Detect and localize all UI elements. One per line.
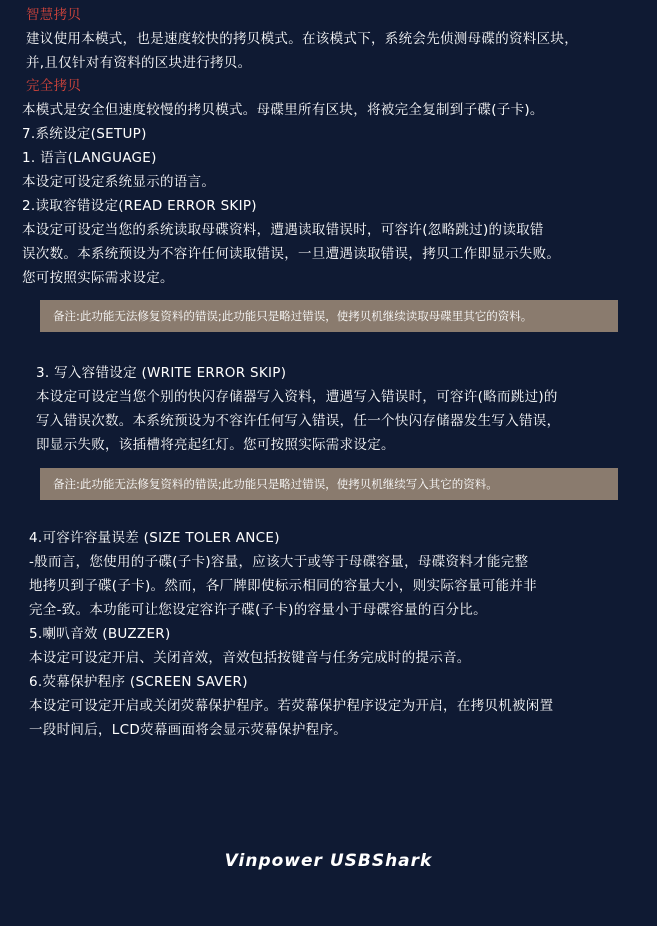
screen-saver-title: 6.荧幕保护程序 (SCREEN SAVER): [29, 674, 248, 690]
size-tolerance-line-1: -般而言，您使用的子碟(子卡)容量，应该大于或等于母碟容量，母碟资料才能完整: [29, 554, 529, 570]
brand-logo-text: Vinpower USBShark: [224, 851, 433, 871]
read-error-skip-note: 备注:此功能无法修复资料的错误;此功能只是略过错误，使拷贝机继续读取母碟里其它的资料。: [40, 300, 618, 332]
smart-copy-line-2: 并,且仅针对有资料的区块进行拷贝。: [26, 55, 252, 71]
screen-saver-line-2: 一段时间后，LCD荧幕画面将会显示荧幕保护程序。: [29, 722, 348, 738]
size-tolerance-title: 4.可容许容量误差 (SIZE TOLER ANCE): [29, 530, 280, 546]
write-error-skip-note: 备注:此功能无法修复资料的错误;此功能只是略过错误，使拷贝机继续写入其它的资料。: [40, 468, 618, 500]
language-line-1: 本设定可设定系统显示的语言。: [22, 174, 216, 190]
size-tolerance-line-2: 地拷贝到子碟(子卡)。然而，各厂牌即使标示相同的容量大小，则实际容量可能并非: [29, 578, 537, 594]
write-error-skip-line-1: 本设定可设定当您个别的快闪存储器写入资料，遭遇写入错误时，可容许(略而跳过)的: [36, 389, 558, 405]
read-error-skip-title: 2.读取容错设定(READ ERROR SKIP): [22, 198, 257, 214]
write-error-skip-line-3: 即显示失败，该插槽将亮起红灯。您可按照实际需求设定。: [36, 437, 395, 453]
full-copy-line-1: 本模式是安全但速度较慢的拷贝模式。母碟里所有区块，将被完全复制到子碟(子卡)。: [22, 102, 544, 118]
setup-title: 7.系统设定(SETUP): [22, 126, 147, 142]
smart-copy-line-1: 建议使用本模式，也是速度较快的拷贝模式。在该模式下，系统会先侦测母碟的资料区块，: [26, 31, 578, 47]
buzzer-line-1: 本设定可设定开启、关闭音效，音效包括按键音与任务完成时的提示音。: [29, 650, 471, 666]
language-title: 1. 语言(LANGUAGE): [22, 150, 157, 166]
smart-copy-heading: 智慧拷贝: [26, 7, 82, 23]
write-error-skip-line-2: 写入错误次数。本系统预设为不容许任何写入错误，任一个快闪存储器发生写入错误，: [36, 413, 561, 429]
write-error-skip-title: 3. 写入容错设定 (WRITE ERROR SKIP): [36, 365, 287, 381]
full-copy-heading: 完全拷贝: [26, 78, 82, 94]
read-error-skip-line-3: 您可按照实际需求设定。: [22, 270, 174, 286]
size-tolerance-line-3: 完全-致。本功能可让您设定容许子碟(子卡)的容量小于母碟容量的百分比。: [29, 602, 487, 618]
read-error-skip-line-1: 本设定可设定当您的系统读取母碟资料，遭遇读取错误时，可容许(忽略跳过)的读取错: [22, 222, 544, 238]
screen-saver-line-1: 本设定可设定开启或关闭荧幕保护程序。若荧幕保护程序设定为开启，在拷贝机被闲置: [29, 698, 554, 714]
read-error-skip-line-2: 误次数。本系统预设为不容许任何读取错误，一旦遭遇读取错误，拷贝工作即显示失败。: [22, 246, 561, 262]
buzzer-title: 5.喇叭音效 (BUZZER): [29, 626, 171, 642]
